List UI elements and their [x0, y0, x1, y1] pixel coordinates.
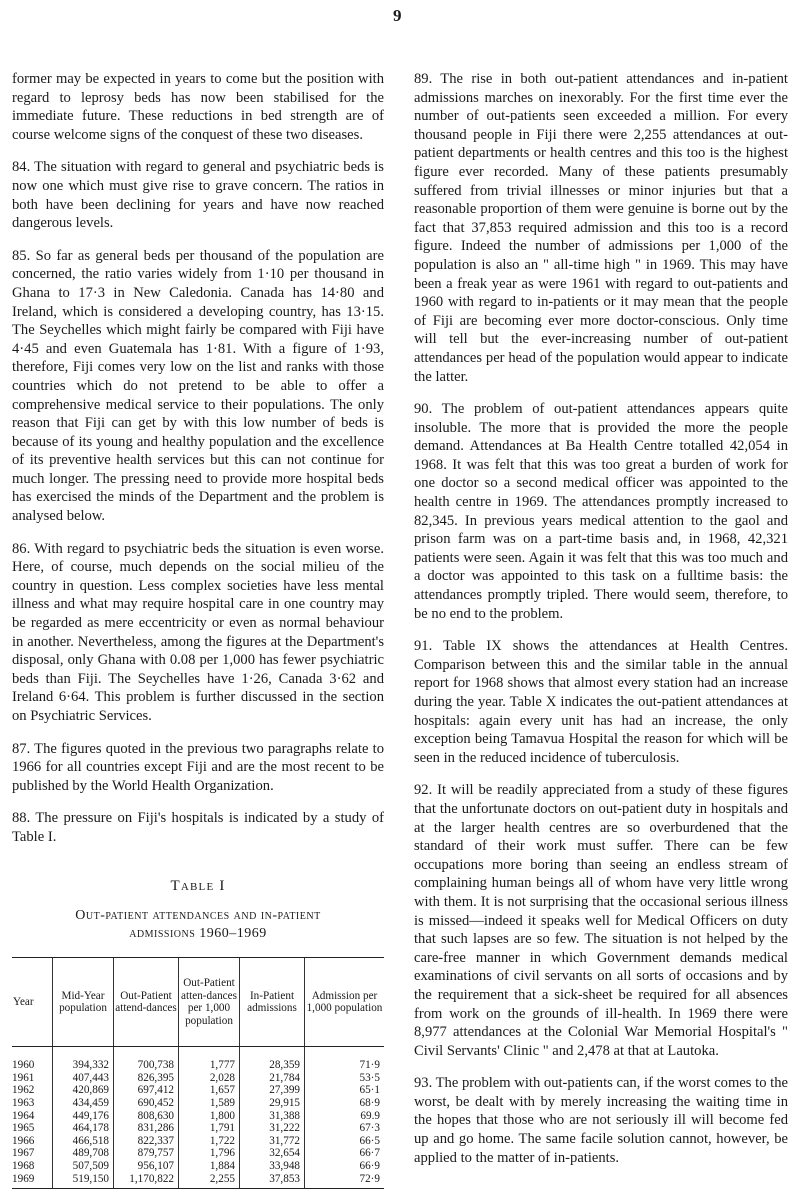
table-subtitle-line1: Out-patient attendances and in-patient	[75, 908, 321, 924]
cell-outpatient: 822,337	[114, 1135, 179, 1148]
attendance-table	[12, 957, 384, 1189]
cell-inpatient: 37,853	[240, 1173, 305, 1189]
paragraph-89: 89. The rise in both out-patient attendances and in-patient admissions marches on inexorably. For the first time ever the number of out-patients seen exceeded a million. For every thousand people in Fiji there were 2,255 attendances at out-patient departments or health centres and this too is the highest figure ever recorded. Many of these patients presumably suffered from trivial illnesses or minor injuries but that a reasonable proportion of them were genuine is borne out by the fact that 37,853 required admission and this too is a record figure. Indeed the number of admissions per 1,000 of the population is also an " all-time high " in 1969. This may have been a freak year as were 1961 with regard to out-patients and 1960 with regard to in-patients or it may mean that the people of Fiji are becoming ever more doctor-conscious. Only time will tell but the ever-increasing number of out-patient attendances per head of the population would appear to indicate the latter.	[414, 71, 788, 385]
table-subtitle-line2: admissions 1960–1969	[129, 926, 267, 942]
cell-population: 489,708	[53, 1147, 114, 1160]
cell-inpatient: 21,784	[240, 1072, 305, 1085]
cell-outpatient-rate: 1,722	[179, 1135, 240, 1148]
cell-year: 1965	[12, 1122, 35, 1135]
cell-inpatient: 33,948	[240, 1160, 305, 1173]
paragraph-85: 85. So far as general beds per thousand of the population are concerned, the ratio varies widely from 1·10 per thousand in Ghana to 17·3 in New Caledonia. Canada has 14·80 and Ireland, which is considered a developing country, has 13·15. The Seychelles which might fairly be compared with Fiji have 4·45 and even Guatemala has 1·81. With a figure of 1·93, therefore, Fiji comes very low on the list and ranks with those countries which do not pretend to be able to offer a comprehensive medical service to their populations. The only reason that Fiji can get by with this low number of beds is because of its young and healthy population and the excellence of its preventive health services but this can not continue for much longer. The pressing need to provide more hospital beds has exercised the minds of the Department and the problem is analysed below.	[12, 247, 384, 525]
cell-outpatient: 826,395	[114, 1072, 179, 1085]
header-inpatient-admissions: In-Patient admissions	[240, 958, 305, 1047]
cell-population: 519,150	[53, 1173, 114, 1189]
cell-admission-rate: 53·5	[305, 1072, 385, 1085]
header-outpatient-rate: Out-Patient atten-dances per 1,000 population	[179, 958, 240, 1047]
cell-outpatient-rate: 1,657	[179, 1084, 240, 1097]
table-row	[12, 1122, 384, 1135]
page-number: 9	[393, 6, 402, 25]
cell-admission-rate: 72·9	[305, 1173, 385, 1189]
table-title: Table I	[170, 877, 226, 894]
cell-outpatient: 879,757	[114, 1147, 179, 1160]
table-row	[12, 1173, 384, 1189]
paragraph-88: 88. The pressure on Fiji's hospitals is indicated by a study of Table I.	[12, 810, 384, 845]
cell-population: 407,443	[53, 1072, 114, 1085]
cell-population: 507,509	[53, 1160, 114, 1173]
cell-admission-rate: 68·9	[305, 1097, 385, 1110]
header-admission-rate: Admission per 1,000 population	[305, 958, 385, 1047]
cell-year: 1961	[12, 1071, 35, 1084]
table-header-row	[12, 958, 384, 1047]
header-outpatient-attendances: Out-Patient attend-dances	[114, 958, 179, 1047]
cell-outpatient-rate: 1,884	[179, 1160, 240, 1173]
cell-outpatient: 690,452	[114, 1097, 179, 1110]
cell-year: 1960	[12, 1059, 35, 1072]
cell-admission-rate: 65·1	[305, 1084, 385, 1097]
cell-inpatient: 28,359	[240, 1047, 305, 1072]
cell-inpatient: 32,654	[240, 1147, 305, 1160]
cell-admission-rate: 66·7	[305, 1147, 385, 1160]
cell-outpatient: 831,286	[114, 1122, 179, 1135]
cell-year: 1966	[12, 1134, 35, 1147]
cell-year: 1969	[12, 1173, 53, 1189]
paragraph: former may be expected in years to come but the position with regard to leprosy beds has now been stabilised for the immediate future. These reductions in bed strength are of course welcome signs of the conquest of these two diseases.	[12, 71, 384, 143]
cell-outpatient: 1,170,822	[114, 1173, 179, 1189]
cell-admission-rate: 69.9	[305, 1110, 385, 1123]
paragraph-92: 92. It will be readily appreciated from a study of these figures that the unfortunate doctors on out-patient duty in hospitals and at the larger health centres are so overburdened that the standard of their work must suffer. There can be few occupations more boring than seeing an endless stream of complaining human beings all of whom have very little wrong with them. It is not surprising that the occasional serious illness is missed—indeed it speaks well for Medical Officers on duty that such lapses are so few. The situation is not helped by the care-free manner in which Government demands medical examinations of civil servants on all sorts of occasions and by the requirement that a sick-sheet be required for all absences from work on the grounds of ill-health. In 1969 there were 8,977 attendances at the Colonial War Memorial Hospital's " Civil Servants' Clinic " and 2,478 at that at Lautoka.	[414, 782, 788, 1059]
paragraph-84: 84. The situation with regard to general and psychiatric beds is now one which must give rise to grave concern. The ratios in both have been declining for years and have now reached dangerous levels.	[12, 159, 384, 232]
cell-year: 1967	[12, 1147, 35, 1160]
cell-inpatient: 31,222	[240, 1122, 305, 1135]
paragraph-87: 87. The figures quoted in the previous two paragraphs relate to 1966 for all countries except Fiji and are the most recent to be published by the World Health Organization.	[12, 740, 384, 794]
cell-outpatient-rate: 1,589	[179, 1097, 240, 1110]
cell-population: 466,518	[53, 1135, 114, 1148]
paragraph-86: 86. With regard to psychiatric beds the situation is even worse. Here, of course, much depends on the social milieu of the country in question. Less complex societies have less mental illness and what may require hospital care in one country may be regarded as mere eccentricity or even as normal behaviour in another. Nevertheless, among the figures at the Department's disposal, only Ghana with 0.08 per 1,000 has fewer psychiatric beds than Fiji. The Seychelles have 1·26, Canada 3·62 and Ireland 6·64. This problem is further discussed in the section on Psychiatric Services.	[12, 540, 384, 724]
cell-outpatient: 956,107	[114, 1160, 179, 1173]
cell-outpatient: 700,738	[114, 1047, 179, 1072]
table-row	[12, 1097, 384, 1110]
cell-outpatient-rate: 2,255	[179, 1173, 240, 1189]
paragraph-91: 91. Table IX shows the attendances at Health Centres. Comparison between this and the similar table in the annual report for 1968 shows that almost every station had an increase during the year. Table X indicates the out-patient attendances at hospitals: again every unit has had an increase, the only exception being Tamavua Hospital the reason for which will be seen in the reduced incidence of tuberculosis.	[414, 638, 788, 766]
cell-outpatient: 808,630	[114, 1110, 179, 1123]
cell-population: 434,459	[53, 1097, 114, 1110]
paragraph-90: 90. The problem of out-patient attendances appears quite insoluble. The more that is provided the more the people demand. Attendances at Ba Health Centre totalled 42,054 in 1968. It was felt that this was too great a burden of work for one doctor so a second medical officer was appointed to the health centre in 1969. The attendances promptly increased to 82,345. In previous years medical attention to the gaol and prison farm was on a part-time basis and, in 1968, 42,321 patients were seen. Again it was felt that this was too much and a doctor was appointed to this task on a fulltime basis: the attendances promptly tripled. There would seem, therefore, to be no end to the problem.	[414, 401, 788, 622]
cell-outpatient-rate: 1,791	[179, 1122, 240, 1135]
cell-inpatient: 31,388	[240, 1110, 305, 1123]
cell-admission-rate: 67·3	[305, 1122, 385, 1135]
cell-outpatient: 697,412	[114, 1084, 179, 1097]
right-column	[414, 70, 788, 1181]
table-row	[12, 1072, 384, 1085]
paragraph-93: 93. The problem with out-patients can, if the worst comes to the worst, be dealt with by merely increasing the waiting time in the hopes that those who are not seriously ill will become fed up and go home. The same facile solution cannot, however, be applied to the matter of in-patients.	[414, 1075, 788, 1166]
cell-year: 1963	[12, 1096, 35, 1109]
table-row	[12, 1135, 384, 1148]
cell-outpatient-rate: 1,796	[179, 1147, 240, 1160]
cell-outpatient-rate: 1,777	[179, 1047, 240, 1072]
cell-inpatient: 27,399	[240, 1084, 305, 1097]
table-row	[12, 1110, 384, 1123]
cell-year: 1968	[12, 1159, 35, 1172]
cell-population: 420,869	[53, 1084, 114, 1097]
cell-admission-rate: 71·9	[305, 1047, 385, 1072]
cell-population: 394,332	[53, 1047, 114, 1072]
cell-inpatient: 31,772	[240, 1135, 305, 1148]
header-year: Year	[12, 958, 53, 1047]
table-row	[12, 1147, 384, 1160]
cell-population: 449,176	[53, 1110, 114, 1123]
left-column	[12, 70, 384, 1189]
cell-admission-rate: 66·5	[305, 1135, 385, 1148]
cell-inpatient: 29,915	[240, 1097, 305, 1110]
header-population: Mid-Year population	[53, 958, 114, 1047]
cell-outpatient-rate: 2,028	[179, 1072, 240, 1085]
table-row	[12, 1047, 384, 1072]
cell-outpatient-rate: 1,800	[179, 1110, 240, 1123]
cell-admission-rate: 66·9	[305, 1160, 385, 1173]
cell-year: 1964	[12, 1109, 35, 1122]
cell-year: 1962	[12, 1084, 35, 1097]
cell-population: 464,178	[53, 1122, 114, 1135]
table-row	[12, 1084, 384, 1097]
